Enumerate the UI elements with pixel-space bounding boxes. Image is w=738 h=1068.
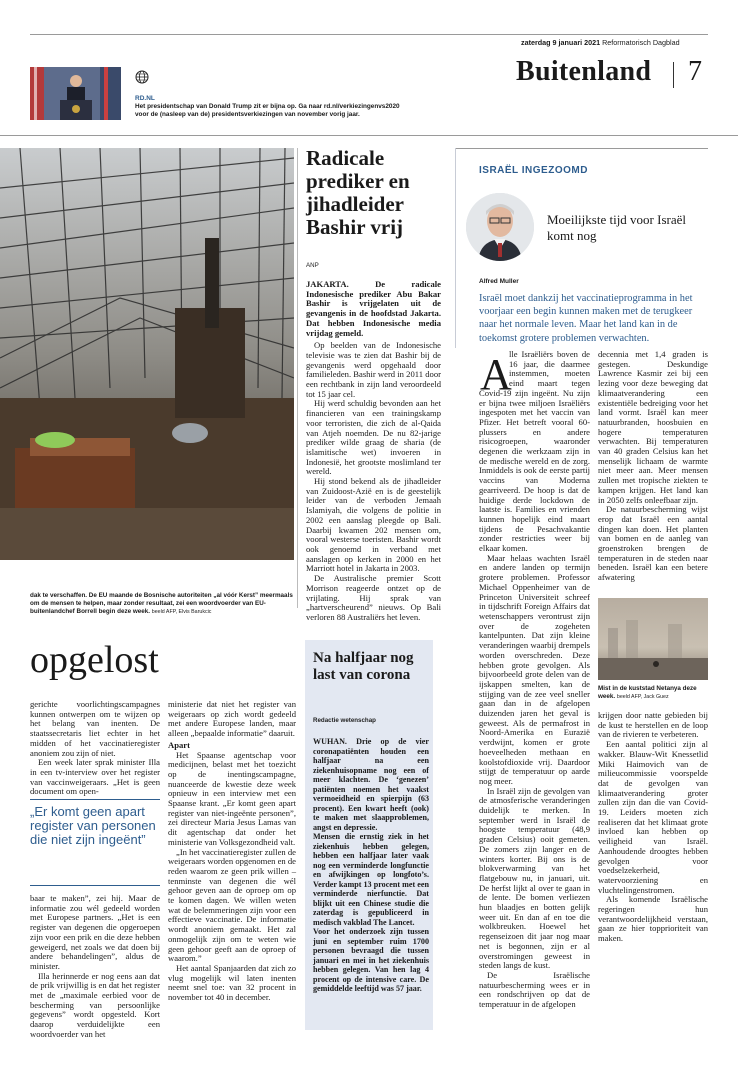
- vaccin-paragraph: Het Spaanse agentschap voor medicijnen, belast met het toezicht op de inentingscampagne, nuanceerde de kwestie deze week opnieuw in een interview met een Spaanse krant. „Er komt geen apart register van niet-ingeënte personen”, zei directeur Maria Jesus Lamas van dit agentschap dat onder het ministerie van Volksgezondheid valt.: [168, 749, 296, 847]
- israel-kicker: ISRAËL INGEZOOMD: [479, 165, 588, 176]
- israel-paragraph: krijgen door natte gebieden bij de kust te herstellen en de loop van de rivieren te verbeteren.: [598, 710, 708, 740]
- issue-date: [521, 38, 680, 47]
- israel-col-1: [479, 350, 590, 1010]
- vaccin-paragraph: baar te maken”, zei hij. Maar de informatie zou wél gedeeld worden met Europese partners. „Het is een register van degenen die opgeroepen zijn voor een prik en die deze hebben geweigerd, net zoals we dat doen bij andere behandelingen”, aldus de minister.: [30, 893, 160, 971]
- vaccin-paragraph: Illa herinnerde er nog eens aan dat de prik vrijwillig is en dat het register met de „maximale eerbied voor de bescherming van persoonlijke gegevens” wordt opgesteld. Kort daarop verduidelijkte een woordvoerder van het: [30, 970, 160, 1039]
- column-divider-1: [297, 148, 298, 608]
- top-rule: [30, 34, 708, 35]
- vaccin-paragraph: ministerie dat niet het register van weigeraars op zich wordt gedeeld met andere Europese landen, maar alleen „bepaalde informatie” daaruit.: [168, 699, 296, 739]
- israel-title: Moeilijkste tijd voor Israël komt nog: [547, 212, 687, 243]
- bashir-paragraph: Hij werd schuldig bevonden aan het financieren van een trainingskamp voor terroristen, die zich de al-Qaida van Atjeh noemden. De nu 82-jarige prediker wilde graag de sharia (de islamitische wet) invoeren in Indonesië, het grootste moslimland ter wereld.: [306, 398, 441, 477]
- israel-paragraph: De natuurbescherming wijst erop dat Israël een aantal dingen kan doen. Het planten van bomen en de aanleg van groenstroken brengen de temperaturen in de steden naar beneden. Israël kan een betere afwatering: [598, 504, 708, 583]
- promo-rule: [0, 135, 738, 136]
- date-text: zaterdag 9 januari 2021: [521, 38, 601, 47]
- vaccin-paragraph: gerichte voorlichtingscampagnes kunnen ontwerpen om te wijzen op het belang van inenten. De staatssecretaris liet echter in het midden of het vaccinatieregister anoniem zou zijn of niet.: [30, 699, 160, 758]
- quote-rule-bottom: [30, 885, 160, 886]
- vaccin-col-1: [30, 700, 160, 797]
- promo-text[interactable]: Het presidentschap van Donald Trump zit er bijna op. Ga naar rd.nl/verkiezingenvs2020 voor de (nasleep van de) presidentsverkiezingen van november vorig jaar.: [135, 103, 400, 118]
- israel-box-left: [455, 148, 456, 348]
- publication-name: Reformatorisch Dagblad: [602, 38, 680, 47]
- drop-cap-space: [479, 350, 509, 388]
- bosnia-photo: [0, 148, 294, 560]
- israel-author: Alfred Muller: [479, 278, 519, 285]
- netanya-credit: beeld AFP, Jack Guez: [616, 694, 669, 700]
- section-title: Buitenland: [516, 56, 652, 87]
- corona-headline: Na halfjaar nog last van corona: [313, 650, 414, 683]
- netanya-photo: [598, 598, 708, 680]
- vaccin-col-2: [168, 700, 296, 1003]
- vaccin-headline: opgelost: [30, 639, 159, 681]
- podium-photo: [30, 67, 121, 120]
- israel-box-top: [455, 148, 708, 149]
- bosnia-caption: [30, 592, 294, 616]
- bosnia-credit: beeld AFP, Elvis Barukcic: [151, 609, 212, 615]
- israel-col-2: [598, 350, 708, 583]
- corona-lead: WUHAN. Drie op de vier coronapatiënten houden een halfjaar na een ziekenhuisopname nog een of meer klachten. De ‘genezen’ patiënten noemen het vaakst vermoeidheid en spierpijn (63 procent). Een kwart heeft (ook) te maken met slaapproblemen, angst en depressie.: [313, 737, 429, 832]
- israel-paragraph: lle Israëliërs boven de 16 jaar, die daarmee instemmen, moeten eind maart tegen Covid-19 zijn ingeënt. Nu zijn er bijna twee miljoen Israëliërs ingespoten met het vaccin van Pfizer. Het betreft vooral 60-plussers en andere risicogroepen, waaronder degenen die werkzaam zijn in de medische wereld en de zorg. Inmiddels is ook de eerste partij vaccins van Moderna gearriveerd. De hoop is dat de huidige derde lockdown de laatste is. Families en vrienden kunnen hopelijk eind maart tijdens de Pesachvakantie zonder restricties weer bij elkaar komen.: [479, 349, 590, 554]
- promo-site[interactable]: RD.NL: [135, 95, 155, 102]
- corona-paragraph: Voor het onderzoek zijn tussen juni en september ruim 1700 personen bevraagd die tussen januari en mei in het ziekenhuis hebben gelegen. Van hen lag 4 procent op de intensive care. De gemiddelde leeftijd was 57 jaar.: [313, 927, 429, 993]
- vaccin-col-1-cont: [30, 894, 160, 1040]
- israel-paragraph: Een aantal politici zijn al wakker. Blauw-Wit Knessetlid Miki Haimovich van de milieucommissie voorspelde dat de gevolgen van klimaatverandering groter zullen zijn dan die van Covid-19. Leiders moeten zich realiseren dat het klimaat grote invloed kan hebben op veiligheid van Israël. Aanhoudende droogtes hebben gevolgen voor voedselzekerheid, watervoorziening en vluchtelingenstromen.: [598, 739, 708, 895]
- pull-quote: „Er komt geen apart register van personen die niet zijn ingeënt”: [30, 804, 156, 847]
- globe-icon: [135, 70, 149, 84]
- netanya-caption: [598, 685, 708, 701]
- bashir-lead: JAKARTA. De radicale Indonesische prediker Abu Bakar Bashir is vrijgelaten uit de gevangenis in de hoofdstad Jakarta. Dat hebben Indonesische media vrijdag gemeld.: [306, 279, 441, 338]
- netanya-caption-text: Mist in de kuststad Netanya deze week.: [598, 685, 697, 700]
- israel-paragraph: Als komende Israëlische regeringen hun verantwoordelijkheid verstaan, gaan ze hier topprioriteit van maken.: [598, 894, 708, 944]
- israel-paragraph: In Israël zijn de gevolgen van de atmosferische veranderingen duidelijk te merken. In september werd in Israël de hoogste temperatuur (48,9 graden Celsius) ooit gemeten. De zomers zijn langer en de winters korter. Bij ons is de blokverwarming van het flatgebouw nu, in januari, uit. De herfst lijkt al over te gaan in de lente. De bomen verliezen hun blaadjes en botten gelijk weer uit. En dan af en toe die wolkbreuken. Hoewel het regenseizoen dit jaar nog maar net is begonnen, zijn er al overstromingen geweest in steden langs de kust.: [479, 785, 590, 971]
- vaccin-paragraph: Een week later sprak minister Illa in een tv-interview over het register van vaccinweigeraars. „Het is geen document om open-: [30, 757, 160, 797]
- quote-rule-top: [30, 799, 160, 800]
- author-avatar: [466, 193, 534, 261]
- vaccin-paragraph: „In het vaccinatieregister zullen de weigeraars worden opgenomen en de reden waarom ze geen prik willen – tenminste van degenen die wél gehoor geven aan de oproep om op te komen dagen. We willen weten wat de belemmeringen zijn voor een effectieve vaccinatie. De informatie wordt anoniem gemaakt. Het zal onmogelijk zijn om te weten wie geen gehoor geeft aan de oproep of waarom.”: [168, 846, 296, 964]
- bashir-byline: ANP: [306, 262, 319, 269]
- bashir-paragraph: Hij stond bekend als de jihadleider van Zuidoost-Azië en is de geestelijk leider van de verboden Jemaah Islamiyah, die volgens de politie in 2002 een aanslag pleegde op Bali. Daarbij kwamen 202 mensen om, vooral westerse toeristen. Bashir wordt ook genoemd in verband met aanslagen op kerken in 2000 en het Marriott hotel in Jakarta in 2003.: [306, 476, 441, 574]
- israel-col-2-cont: [598, 711, 708, 944]
- corona-byline: Redactie wetenschap: [313, 717, 376, 724]
- bosnia-caption-text: dak te verschaffen. De EU maande de Bosnische autoriteiten „al vóór Kerst” meermaals om de mensen te helpen, maar zonder resultaat, zei een woordvoerder van EU-buitenlandchef Borrell begin deze week.: [30, 592, 293, 615]
- corona-body: [313, 737, 429, 994]
- drop-cap: A: [480, 350, 512, 399]
- israel-paragraph: Maar helaas wachten Israël en andere landen op termijn grotere problemen. Professor Michael Oppenheimer van de Princeton Universiteit schreef in tijdschrift Foreign Affairs dat wetenschappers verontrust zijn over de zogeheten kantelpunten. Dat zijn kleine veranderingen waarbij drempels worden overschreden. Deze hebben grote gevolgen. Als bijvoorbeeld grote delen van de ijskappen smelten, kan de stijging van de zee veel sneller gaan dan in de afgelopen duizenden jaren het geval is geweest. Als de permafrost in Noord-Amerika en Eurazië verdwijnt, komen er grote hoeveelheden methaan en koolstofdioxide vrij. Daardoor stijgt de temperatuur op aarde nog meer.: [479, 552, 590, 786]
- corona-paragraph: Mensen die ernstig ziek in het ziekenhuis hebben gelegen, hebben een halfjaar later vaak nog een verminderde longfunctie en afwijkingen op longfoto’s. Verder kampt 13 procent met een verminderde nierfunctie. Dat blijkt uit een Chinese studie die zaterdag is gepubliceerd in medisch vakblad The Lancet.: [313, 832, 429, 927]
- page-number: 7: [688, 56, 702, 87]
- bashir-headline: Radicale prediker en jihadleider Bashir vrij: [306, 146, 410, 239]
- israel-intro: Israël moet dankzij het vaccinatieprogramma in het voorjaar een begin kunnen maken met de terugkeer naar het normale leven. Maar het land kan in de toekomst grotere problemen verwachten.: [479, 293, 693, 344]
- bashir-paragraph: De Australische premier Scott Morrison reageerde ontzet op de vrijlating. Hij sprak van „hartverscheurend” nieuws. Op Bali verloren 88 Australiërs het leven.: [306, 573, 441, 622]
- promo-thumbnail[interactable]: [30, 67, 121, 120]
- israel-paragraph: De Israëlische natuurbescherming wees er in een rondschrijven op dat de temperatuur in de afgelopen: [479, 970, 590, 1010]
- bashir-body: [306, 280, 441, 623]
- vaccin-paragraph: Het aantal Spanjaarden dat zich zo vlug mogelijk wil laten inenten neemt snel toe: van 32 procent in november tot 40 in december.: [168, 962, 296, 1003]
- section-divider: [673, 62, 674, 88]
- vaccin-subhead: Apart: [168, 739, 190, 750]
- israel-paragraph: decennia met 1,4 graden is gestegen. Deskundige Lawrence Kasmir zei bij een lezing voor deze beweging dat klimaatverandering een existentiële bedreiging voor het land vormt. Israël kan meer natuurbranden, hoosbuien en hogere temperaturen verwachten. Bij temperaturen van 40 graden Celsius kan het menselijk lichaam de warmte niet meer aan. Meer mensen zullen met tropische ziekten te kampen krijgen. Het land kan in 2050 zelfs onleefbaar zijn.: [598, 349, 708, 505]
- bashir-paragraph: Op beelden van de Indonesische televisie was te zien dat Bashir bij de gevangenis werd opgehaald door familieleden. Bashir werd in 2011 door een rechtbank in zijn land veroordeeld tot 15 jaar cel.: [306, 340, 441, 399]
